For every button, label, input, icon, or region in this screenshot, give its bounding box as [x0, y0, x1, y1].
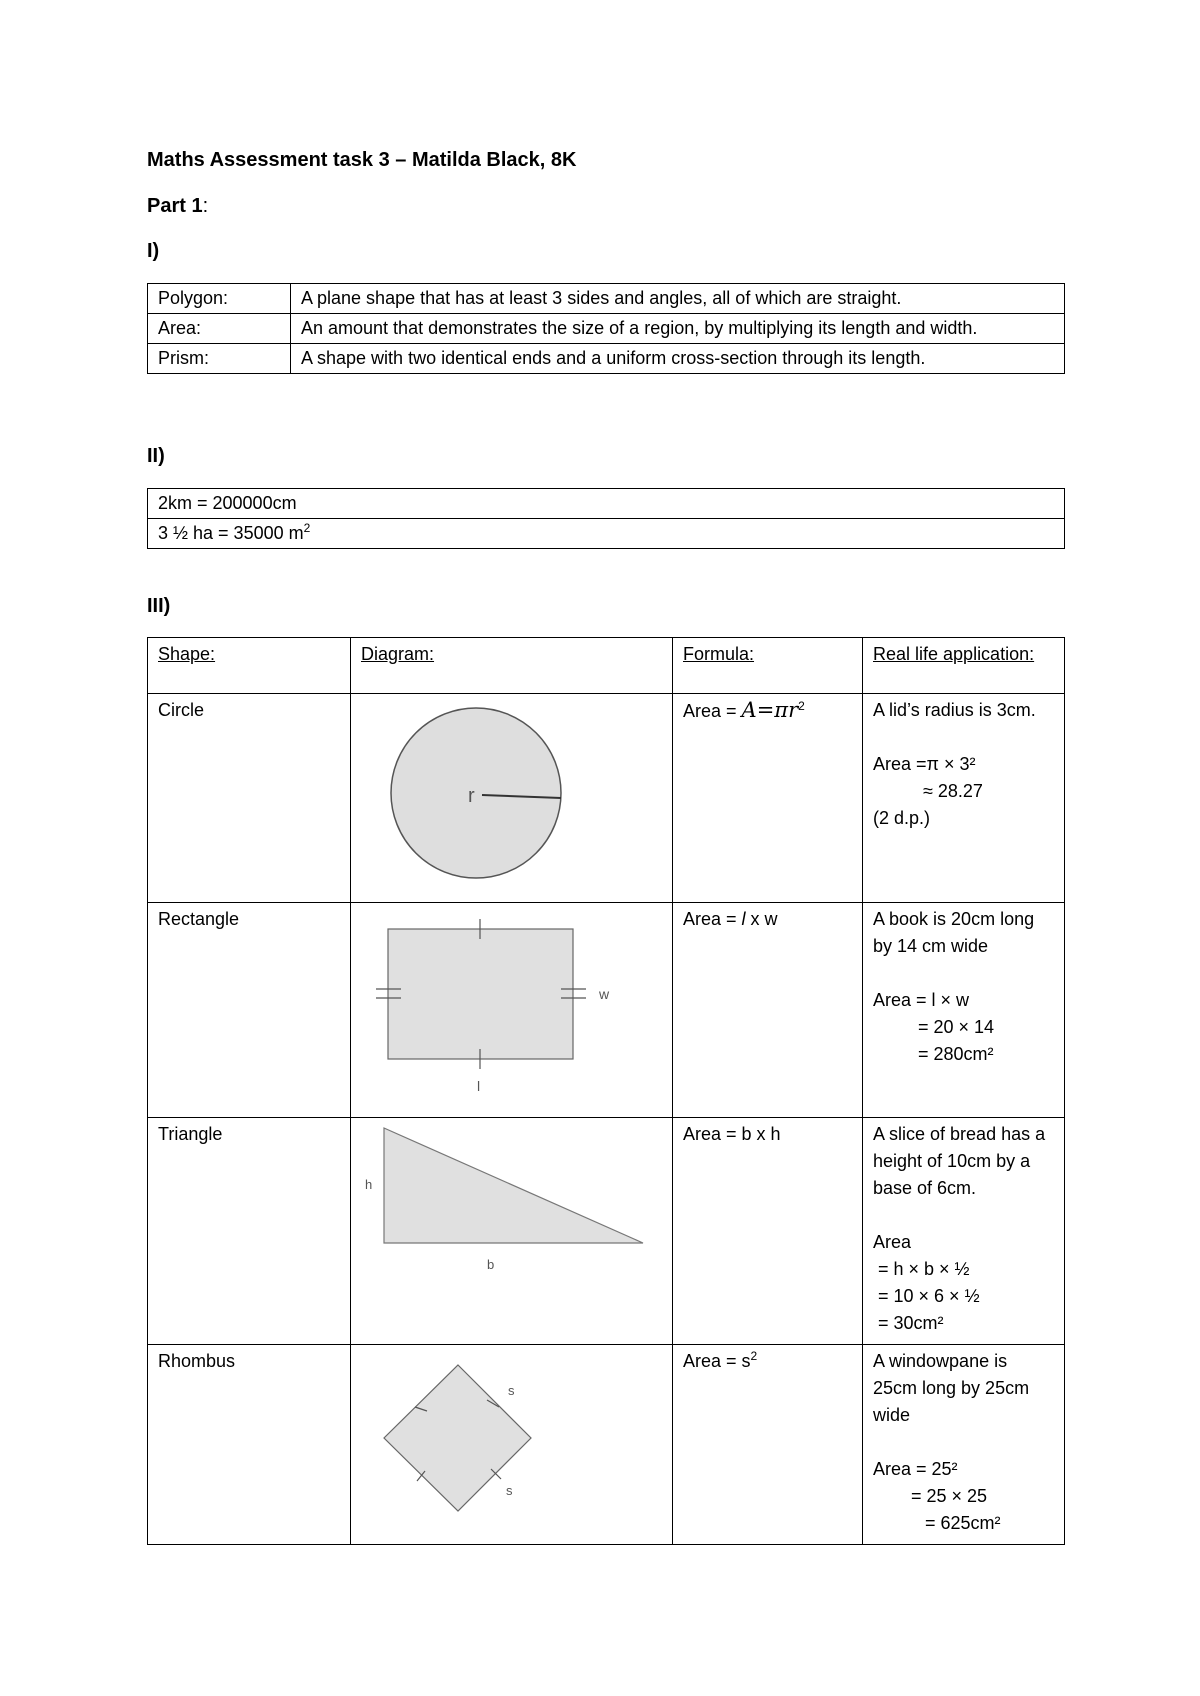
document-title: Maths Assessment task 3 – Matilda Black, 8K [147, 149, 577, 171]
conversion-cell: 2km = 200000cm [148, 489, 1065, 519]
part-heading [147, 195, 208, 218]
term-cell: Prism: [148, 344, 291, 374]
shapes-table [147, 637, 1065, 1545]
rectangle-shape [388, 929, 573, 1059]
formula-cell: Area = $s^2$ [673, 1345, 863, 1545]
table-row [148, 314, 1065, 344]
rectangle-diagram [351, 903, 672, 1109]
superscript: 2 [303, 521, 311, 535]
radius-label: r [468, 785, 475, 807]
width-label: w [599, 986, 610, 1002]
application-cell: A windowpane is 25cm long by 25cm wide Area = 25² = 25 × 25 = 625cm² [863, 1345, 1065, 1545]
conversion-text: 3 ½ ha = 35000 m [158, 523, 304, 543]
header-application: Real life application: [863, 638, 1065, 694]
side-label: s [508, 1383, 515, 1398]
triangle-diagram [351, 1118, 672, 1336]
table-row [148, 284, 1065, 314]
circle-diagram [351, 694, 672, 894]
header-formula: Formula: [673, 638, 863, 694]
term-cell: Polygon: [148, 284, 291, 314]
section-ii-heading: II) [147, 445, 165, 467]
table-row [148, 519, 1065, 549]
shape-name: Rectangle [148, 903, 351, 1118]
triangle-shape [384, 1128, 643, 1243]
application-cell: A lid’s radius is 3cm. Area =π × 3² ≈ 28.27 (2 d.p.) [863, 694, 1065, 903]
shape-name: Rhombus [148, 1345, 351, 1545]
part-label: Part 1 [147, 195, 203, 217]
side-label: s [506, 1483, 513, 1498]
shape-name: Triangle [148, 1118, 351, 1345]
diagram-cell [351, 903, 673, 1118]
circle-shape [391, 708, 561, 878]
formula-cell: Area = l x w [673, 903, 863, 1118]
table-row [148, 1345, 1065, 1545]
header-shape: Shape: [148, 638, 351, 694]
definition-cell: A plane shape that has at least 3 sides and angles, all of which are straight. [291, 284, 1065, 314]
section-iii-heading: III) [147, 595, 171, 617]
header-diagram: Diagram: [351, 638, 673, 694]
table-row [148, 344, 1065, 374]
application-cell: A book is 20cm long by 14 cm wide Area = l × w = 20 × 14 = 280cm² [863, 903, 1065, 1118]
base-label: b [487, 1257, 495, 1272]
diagram-cell [351, 1118, 673, 1345]
rhombus-diagram [351, 1345, 672, 1536]
formula-cell: Area = $A=\pi r^2$ [673, 694, 863, 903]
term-cell: Area: [148, 314, 291, 344]
diagram-cell [351, 694, 673, 903]
formula-math: A=πr [741, 698, 799, 722]
table-row [148, 1118, 1065, 1345]
definitions-table [147, 283, 1065, 374]
part-colon: : [202, 195, 209, 217]
table-row [148, 694, 1065, 903]
shape-name: Circle [148, 694, 351, 903]
definition-cell: A shape with two identical ends and a uniform cross-section through its length. [291, 344, 1065, 374]
conversions-table [147, 488, 1065, 549]
conversion-cell [148, 519, 1065, 549]
length-label: l [477, 1078, 481, 1094]
header-row [148, 638, 1065, 694]
section-i-heading: I) [147, 240, 160, 262]
table-row [148, 489, 1065, 519]
application-cell: A slice of bread has a height of 10cm by a base of 6cm. Area = h × b × ½ = 10 × 6 × ½ = 30cm² [863, 1118, 1065, 1345]
height-label: h [365, 1177, 373, 1192]
formula-cell: Area = b x h [673, 1118, 863, 1345]
diagram-cell [351, 1345, 673, 1545]
definition-cell: An amount that demonstrates the size of a region, by multiplying its length and width. [291, 314, 1065, 344]
table-row [148, 903, 1065, 1118]
